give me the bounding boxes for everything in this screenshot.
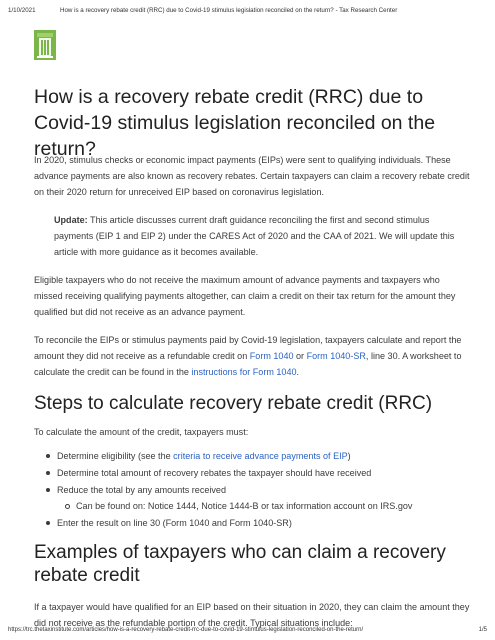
article-title: How is a recovery rebate credit (RRC) due to Covid-19 stimulus legislation reconciled on the return? [34,86,436,160]
steps-list [46,448,470,531]
form-1040-sr-link[interactable]: Form 1040-SR [306,351,366,361]
reconcile-text-2: or [293,351,307,361]
reconcile-text-3: , line 30. A worksheet to calculate the credit can be found in the [34,351,462,377]
step-1-text: Determine eligibility (see the [57,451,174,461]
update-text: This article discusses current draft guidance reconciling the first and second stimulus payments (EIP 1 and EIP 2) under the CARES Act of 2020 and the CAA of 2021. We will update this article with more guidance as it becomes available. [54,215,455,257]
list-item: Determine total amount of recovery rebates the taxpayer should have received [46,465,470,481]
reconcile-paragraph [34,332,470,380]
examples-intro: If a taxpayer would have qualified for an EIP based on their situation in 2020, they can claim the amount they did not receive as the refundable portion of the credit. Typical situations include: [34,602,470,628]
print-date: 1/10/2021 [8,7,36,14]
intro-paragraph: In 2020, stimulus checks or economic impact payments (EIPs) were sent to qualifying individuals. These advance payments are also known as recovery rebates. Certain taxpayers can claim a recovery rebate credit on their 2020 return for unreceived EIP based on coronavirus legislation. [34,155,470,197]
list-item [46,482,470,514]
step-3-text: Reduce the total by any amounts received [57,485,226,495]
print-footer [8,627,487,637]
print-header [8,7,487,19]
list-item [46,448,470,464]
steps-intro: To calculate the amount of the credit, taxpayers must: [34,427,249,437]
site-logo[interactable] [34,30,56,60]
list-item: Enter the result on line 30 (Form 1040 and Form 1040-SR) [46,515,470,531]
form-1040-link[interactable]: Form 1040 [249,351,294,361]
update-note [54,212,470,260]
update-label: Update: [54,215,88,225]
examples-heading: Examples of taxpayers who can claim a recovery rebate credit [34,542,446,586]
print-page-title: How is a recovery rebate credit (RRC) due to Covid-19 stimulus legislation reconciled on the return? - Tax Research Center [60,7,398,14]
print-page-number: 1/5 [478,627,487,633]
reconcile-text-4: . [296,367,300,377]
instructions-form-1040-link[interactable]: instructions for Form 1040 [191,367,297,377]
sub-list-item: Can be found on: Notice 1444, Notice 1444-B or tax information account on IRS.gov [65,498,470,514]
eligible-paragraph: Eligible taxpayers who do not receive the maximum amount of advance payments and taxpayers who missed receiving qualifying payments altogether, can claim a credit on their tax return for the amount they qualified but did not receive as an advance payment. [34,275,456,317]
steps-heading: Steps to calculate recovery rebate credit (RRC) [34,393,433,414]
print-url: https://trc.thetaxinstitute.com/articles/how-is-a-recovery-rebate-credit-rrc-due-to-covid-19-stimulus-legislation-reconciled-on-the-return/ [8,627,364,633]
reconcile-text-1: To reconcile the EIPs or stimulus payments paid by Covid-19 legislation, taxpayers calculate and report the amount they did not receive as a refundable credit on [34,335,462,361]
article-body [34,152,470,640]
building-logo-icon [34,30,56,60]
sub-list [65,498,470,514]
step-1-suffix: ) [347,451,351,461]
eip-criteria-link[interactable]: criteria to receive advance payments of EIP [173,451,348,461]
